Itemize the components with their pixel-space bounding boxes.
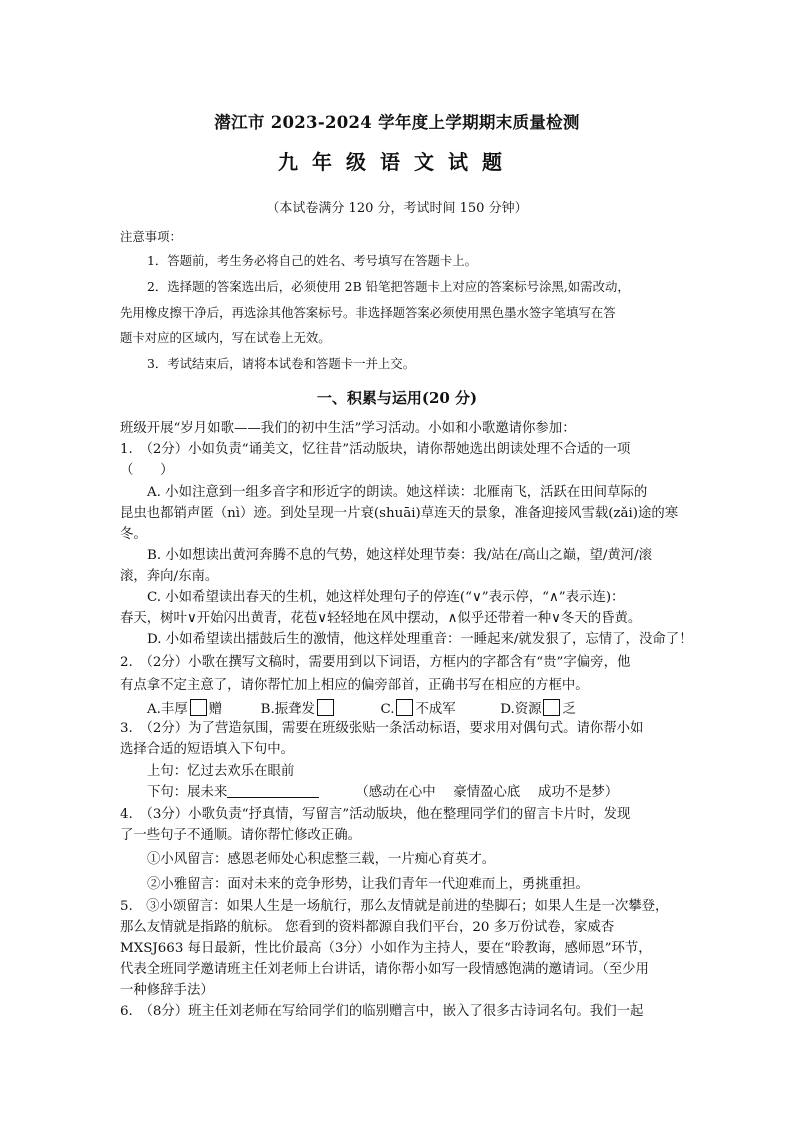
intro-text: 班级开展“岁月如歌——我们的初中生活”学习活动。小如和小歌邀请你参加： — [120, 421, 576, 436]
q1-option-b-line-2: 滚，奔向/东南。 — [120, 569, 219, 584]
notice-heading: 注意事项： — [120, 229, 182, 244]
answer-blank[interactable] — [227, 785, 319, 798]
q1-answer-paren: （ ） — [120, 463, 174, 478]
notice-item-1: 1．答题前，考生务必将自己的姓名、考号填写在答题卡上。 — [147, 253, 478, 268]
notice-item-2-line-1: 2．选择题的答案选出后，必须使用 2B 铅笔把答题卡上对应的答案标号涂黑,如需改动， — [147, 279, 630, 294]
q1-option-a-line-2: 昆虫也都销声匿（nì）迹。到处呈现一片衰(shuāi)草连天的景象，准备迎接风雪载(zǎi)途的寒 — [120, 506, 679, 521]
answer-box[interactable] — [190, 699, 207, 716]
q1-option-c-line-1: C. 小如希望读出春天的生机，她这样处理句子的停连(“∨”表示停，“∧”表示连)： — [147, 590, 625, 605]
notice-item-2-line-3: 题卡对应的区域内，写在试卷上无效。 — [120, 330, 331, 345]
q1-option-a-line-3: 冬。 — [120, 527, 147, 542]
section-heading: 一、积累与运用(20 分) — [316, 389, 478, 407]
q2-stem-line-2: 有点拿不定主意了，请你帮忙加上相应的偏旁部首，正确书写在相应的方框中。 — [120, 678, 589, 693]
exam-subtitle: 九年级语文试题 — [278, 150, 516, 174]
q4-sentence-1: ①小风留言：感恩老师处心积虑整三载，一片痴心育英才。 — [147, 852, 496, 867]
q5-line-1: 5. ③小颂留言：如果人生是一场航行，那么友情就是前进的垫脚石；如果人生是一次攀登， — [120, 899, 669, 914]
exam-info: （本试卷满分 120 分，考试时间 150 分钟） — [266, 201, 528, 216]
q1-stem: 1. （2分）小如负责“诵美文，忆往昔”活动版块，请你帮她选出朗读处理不合适的一项 — [120, 442, 631, 457]
q2-option-d: D.资源 乏 — [500, 702, 576, 717]
q3-stem-line-1: 3. （2分）为了营造氛围，需要在班级张贴一条活动标语，要求用对偶句式。请你帮小如 — [120, 721, 644, 736]
q4-stem-line-1: 4. （3分）小歌负责“抒真情，写留言”活动版块，他在整理同学们的留言卡片时，发现 — [120, 807, 631, 822]
notice-item-3: 3．考试结束后，请将本试卷和答题卡一并上交。 — [147, 356, 416, 371]
q1-option-d-line-1: D. 小如希望读出擂鼓后生的激情，他这样处理重音：一睡起来∕就发狠了，忘情了，没命了！ — [147, 632, 693, 647]
q5-line-5: 一种修辞手法） — [120, 983, 214, 998]
q1-option-b-line-1: B. 小如想读出黄河奔腾不息的气势，她这样处理节奏：我/站在/高山之巅，望/黄河/滚 — [147, 548, 653, 563]
q6-line-1: 6. （8分）班主任刘老师在写给同学们的临别赠言中，嵌入了很多古诗词名句。我们一起 — [120, 1004, 644, 1019]
q5-line-2: 那么友情就是指路的航标。 您看到的资料都源自我们平台，20 多万份试卷，家威杏 — [120, 920, 615, 935]
exam-title: 潜江市 2023-2024 学年度上学期期末质量检测 — [214, 113, 580, 132]
notice-item-2-line-2: 先用橡皮擦干净后，再选涂其他答案标号。非选择题答案必须使用黑色墨水签字笔填写在答 — [120, 305, 616, 320]
q3-stem-line-2: 选择合适的短语填入下句中。 — [120, 742, 295, 757]
answer-box[interactable] — [396, 699, 413, 716]
q2-option-b: B.振聋发 — [261, 702, 336, 717]
q2-options — [147, 699, 576, 719]
q2-option-c: C. 不成军 — [380, 702, 455, 717]
q5-line-3: MXSJ663 每日最新，性比价最高（3分）小如作为主持人，要在“聆教诲，感师恩”环节， — [120, 941, 652, 956]
q4-sentence-2: ②小雅留言：面对未来的竞争形势，让我们青年一代迎难而上，勇挑重担。 — [147, 877, 589, 892]
q2-stem-line-1: 2. （2分）小歌在撰写文稿时，需要用到以下词语，方框内的字都含有“贵”字偏旁，他 — [120, 655, 631, 670]
q4-stem-line-2: 了一些句子不通顺。请你帮忙修改正确。 — [120, 828, 362, 843]
answer-box[interactable] — [543, 699, 560, 716]
q3-lower-line: 下句：展未来 （感动在心中 豪情盈心底 成功不是梦） — [147, 785, 619, 800]
q1-option-c-line-2: 春天，树叶∨开始闪出黄青，花苞∨轻轻地在风中摆动，∧似乎还带着一种∨冬天的昏黄。 — [120, 611, 642, 626]
q2-option-a: A.丰厚 赠 — [147, 702, 222, 717]
q5-line-4: 代表全班同学邀请班主任刘老师上台讲话，请你帮小如写一段情感饱满的邀请词。（至少用 — [120, 962, 649, 977]
answer-box[interactable] — [317, 699, 334, 716]
q1-option-a-line-1: A. 小如注意到一组多音字和形近字的朗读。她这样读：北雁南飞，活跃在田间草际的 — [147, 485, 648, 500]
q3-upper-line: 上句：忆过去欢乐在眼前 — [147, 764, 295, 779]
